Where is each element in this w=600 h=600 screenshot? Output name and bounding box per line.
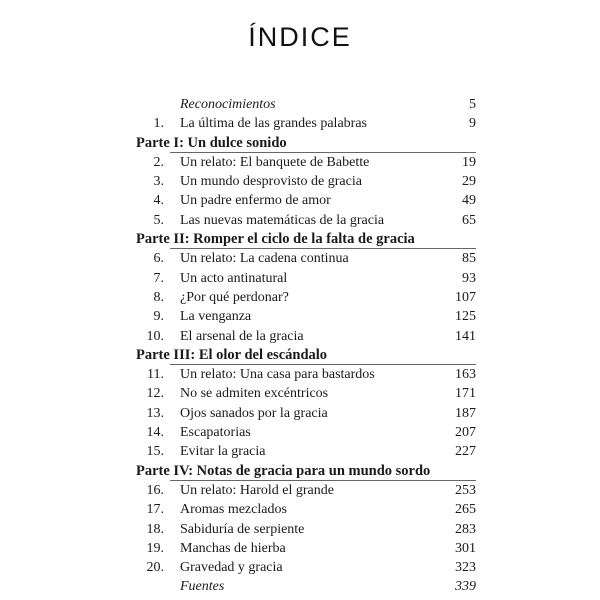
- toc-entry[interactable]: [0, 539, 600, 558]
- toc-part-heading[interactable]: [0, 346, 600, 365]
- toc-entry[interactable]: [0, 249, 600, 268]
- part-title: Parte II: Romper el ciclo de la falta de gracia: [136, 231, 415, 248]
- page-number: 301: [455, 540, 476, 556]
- chapter-number: 12.: [146, 386, 164, 402]
- chapter-number: 1.: [153, 116, 164, 132]
- chapter-number: 6.: [153, 251, 164, 267]
- toc-entry[interactable]: [0, 153, 600, 172]
- toc-entry[interactable]: [0, 172, 600, 191]
- page-number: 171: [455, 386, 476, 402]
- page-number: 283: [455, 521, 476, 537]
- chapter-title: Manchas de hierba: [180, 540, 286, 556]
- chapter-number: 14.: [146, 425, 164, 441]
- chapter-title: ¿Por qué perdonar?: [180, 289, 289, 305]
- chapter-title: Aromas mezclados: [180, 502, 287, 518]
- page-number: 163: [455, 367, 476, 383]
- chapter-number: 8.: [153, 289, 164, 305]
- chapter-number: 19.: [146, 540, 164, 556]
- part-title: Parte I: Un dulce sonido: [136, 134, 287, 151]
- chapter-number: 18.: [146, 521, 164, 537]
- chapter-title: Un relato: El banquete de Babette: [180, 154, 370, 170]
- toc-entry[interactable]: [0, 191, 600, 210]
- page-number: 107: [455, 289, 476, 305]
- toc-part-heading[interactable]: [0, 462, 600, 481]
- chapter-title: La última de las grandes palabras: [180, 116, 367, 132]
- page-number: 265: [455, 502, 476, 518]
- chapter-number: 7.: [153, 270, 164, 286]
- page-number: 227: [455, 444, 476, 460]
- chapter-title: Un relato: Harold el grande: [180, 482, 334, 498]
- chapter-title: Ojos sanados por la gracia: [180, 405, 328, 421]
- chapter-title: Reconocimientos: [180, 97, 276, 112]
- chapter-title: Un relato: La cadena continua: [180, 251, 349, 267]
- page-number: 125: [455, 309, 476, 325]
- page-number: 85: [462, 251, 476, 267]
- page-number: 29: [462, 174, 476, 190]
- chapter-title: Evitar la gracia: [180, 444, 266, 460]
- chapter-number: 9.: [153, 309, 164, 325]
- page-number: 207: [455, 425, 476, 441]
- toc-entry[interactable]: [0, 327, 600, 346]
- page-number: 49: [462, 193, 476, 209]
- chapter-number: 5.: [153, 212, 164, 228]
- chapter-title: Escapatorias: [180, 425, 251, 441]
- chapter-number: 3.: [153, 174, 164, 190]
- chapter-title: Un mundo desprovisto de gracia: [180, 174, 362, 190]
- toc-entry[interactable]: [0, 307, 600, 326]
- toc-entry[interactable]: [0, 288, 600, 307]
- chapter-number: 2.: [153, 154, 164, 170]
- toc-part-heading[interactable]: [0, 134, 600, 153]
- chapter-title: Un relato: Una casa para bastardos: [180, 367, 375, 383]
- toc-entry[interactable]: [0, 211, 600, 230]
- toc-entry[interactable]: [0, 365, 600, 384]
- toc-entry[interactable]: [0, 269, 600, 288]
- chapter-title: Un acto antinatural: [180, 270, 288, 286]
- chapter-title: Sabiduría de serpiente: [180, 521, 305, 537]
- part-title: Parte IV: Notas de gracia para un mundo sordo: [136, 462, 431, 479]
- chapter-number: 17.: [146, 502, 164, 518]
- toc-entry[interactable]: [0, 558, 600, 577]
- chapter-number: 20.: [146, 560, 164, 576]
- page-title: ÍNDICE: [248, 22, 352, 52]
- chapter-title: El arsenal de la gracia: [180, 328, 304, 344]
- toc-entry[interactable]: [0, 442, 600, 461]
- page-number: 323: [455, 560, 476, 576]
- toc-entry[interactable]: [0, 384, 600, 403]
- chapter-title: Fuentes: [180, 579, 225, 595]
- chapter-number: 4.: [153, 193, 164, 209]
- toc-part-heading[interactable]: [0, 230, 600, 249]
- toc-entry[interactable]: [0, 481, 600, 500]
- page-number: 141: [455, 328, 476, 344]
- chapter-title: Las nuevas matemáticas de la gracia: [180, 212, 385, 228]
- page-number: 253: [455, 482, 476, 498]
- page-number: 93: [462, 270, 476, 286]
- chapter-title: Gravedad y gracia: [180, 560, 283, 576]
- chapter-number: 10.: [146, 328, 164, 344]
- table-of-contents: [0, 95, 600, 597]
- toc-entry[interactable]: [0, 577, 600, 596]
- page-number: 339: [455, 579, 476, 595]
- page-number: 9: [469, 116, 476, 132]
- page-number: 5: [469, 97, 476, 112]
- page-number: 65: [462, 212, 476, 228]
- page-number: 187: [455, 405, 476, 421]
- toc-entry[interactable]: [0, 520, 600, 539]
- toc-entry[interactable]: [0, 404, 600, 423]
- toc-entry[interactable]: [0, 95, 600, 114]
- toc-entry[interactable]: [0, 500, 600, 519]
- part-title: Parte III: El olor del escándalo: [136, 346, 328, 363]
- chapter-number: 13.: [146, 405, 164, 421]
- toc-entry[interactable]: [0, 114, 600, 133]
- toc-entry[interactable]: [0, 423, 600, 442]
- chapter-title: Un padre enfermo de amor: [180, 193, 331, 209]
- chapter-number: 15.: [146, 444, 164, 460]
- chapter-number: 11.: [147, 367, 164, 383]
- chapter-title: La venganza: [180, 309, 252, 325]
- chapter-title: No se admiten excéntricos: [180, 386, 329, 402]
- chapter-number: 16.: [146, 482, 164, 498]
- page-number: 19: [462, 154, 476, 170]
